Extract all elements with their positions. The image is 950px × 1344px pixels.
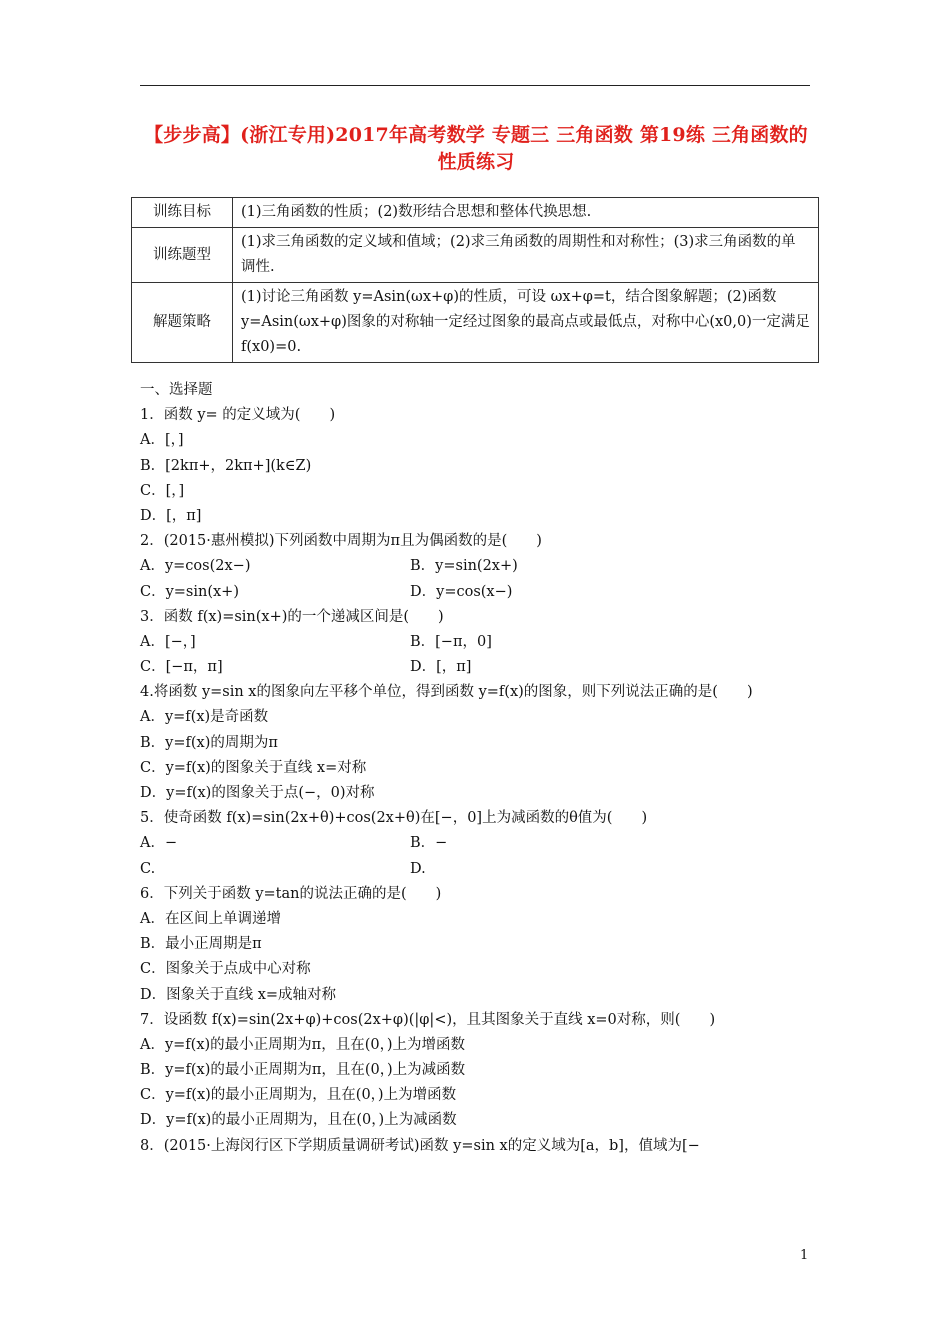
option: A．在区间上单调递增: [140, 910, 281, 927]
question-stem: 5．使奇函数 f(x)=sin(2x+θ)+cos(2x+θ)在[−，0]上为减函数的θ值为( ): [140, 810, 648, 827]
option: A．−: [140, 835, 178, 852]
option: B．[−π，0]: [410, 633, 492, 650]
option-row: [140, 554, 820, 579]
table-key: 解题策略: [132, 283, 233, 363]
option-row: [140, 655, 820, 680]
question-stem: 7．设函数 f(x)=sin(2x+φ)+cos(2x+φ)(|φ|<)，且其图象关于直线 x=0对称，则( ): [140, 1011, 716, 1028]
table-row: [132, 198, 819, 228]
option: D．[，π]: [410, 659, 472, 676]
option: D．y=cos(x−): [410, 583, 513, 600]
question-stem: 4.将函数 y=sin x的图象向左平移个单位，得到函数 y=f(x)的图象，则下列说法正确的是( ): [140, 684, 753, 701]
document-title: 【步步高】(浙江专用)2017年高考数学 专题三 三角函数 第19练 三角函数的性质练习: [144, 124, 808, 173]
option: A．[−，]: [140, 633, 196, 650]
table-value: (1)三角函数的性质；(2)数形结合思想和整体代换思想.: [233, 198, 819, 228]
page-number: 1: [800, 1248, 809, 1263]
option-row: [140, 630, 820, 655]
option: A．y=f(x)是奇函数: [140, 709, 269, 726]
section-heading: 一、选择题: [140, 382, 213, 398]
table-row: [132, 283, 819, 363]
question-stem: 8．(2015·上海闵行区下学期质量调研考试)函数 y=sin x的定义域为[a，b]，值域为[−: [140, 1137, 700, 1154]
option: A．[，]: [140, 432, 184, 449]
table-key: 训练目标: [132, 198, 233, 228]
option: D．y=f(x)的最小正周期为，且在(0，)上为减函数: [140, 1112, 457, 1129]
option: D.: [410, 860, 426, 877]
option: C.: [140, 860, 156, 877]
option-row: [140, 831, 820, 856]
header-rule: [140, 85, 810, 86]
option: B．[2kπ+，2kπ+](k∈Z): [140, 457, 312, 474]
option: D．图象关于直线 x=成轴对称: [140, 986, 337, 1003]
option: C．[，]: [140, 482, 185, 499]
option: A．y=cos(2x−): [140, 558, 251, 575]
question-stem: 1．函数 y= 的定义域为( ): [140, 407, 336, 424]
option: B．−: [410, 835, 448, 852]
option: D．[，π]: [140, 507, 202, 524]
option: C．y=f(x)的最小正周期为，且在(0，)上为增函数: [140, 1087, 457, 1104]
question-stem: 2．(2015·惠州模拟)下列函数中周期为π且为偶函数的是( ): [140, 533, 542, 550]
table-row: [132, 228, 819, 283]
option: B．y=sin(2x+): [410, 558, 518, 575]
table-key: 训练题型: [132, 228, 233, 283]
option: B．最小正周期是π: [140, 936, 262, 953]
option: A．y=f(x)的最小正周期为π，且在(0，)上为增函数: [140, 1036, 465, 1053]
option-row: [140, 857, 820, 882]
info-table: [131, 197, 819, 363]
question-stem: 3．函数 f(x)=sin(x+)的一个递减区间是( ): [140, 608, 444, 625]
option: C．y=f(x)的图象关于直线 x=对称: [140, 759, 367, 776]
option: C．[−π，π]: [140, 659, 223, 676]
option-row: [140, 580, 820, 605]
question-list: [140, 378, 820, 1159]
table-value: (1)讨论三角函数 y=Asin(ωx+φ)的性质，可设 ωx+φ=t，结合图象解题；(2)函数 y=Asin(ωx+φ)图象的对称轴一定经过图象的最高点或最低点，对称中心(x0,0)一定满足 f(x0)=0.: [233, 283, 819, 363]
option: C．图象关于点成中心对称: [140, 961, 311, 978]
question-stem: 6．下列关于函数 y=tan的说法正确的是( ): [140, 885, 442, 902]
table-value: (1)求三角函数的定义域和值域；(2)求三角函数的周期性和对称性；(3)求三角函数的单调性.: [233, 228, 819, 283]
option: D．y=f(x)的图象关于点(−，0)对称: [140, 785, 375, 802]
option: B．y=f(x)的周期为π: [140, 734, 278, 751]
option: B．y=f(x)的最小正周期为π，且在(0，)上为减函数: [140, 1062, 466, 1079]
option: C．y=sin(x+): [140, 583, 239, 600]
